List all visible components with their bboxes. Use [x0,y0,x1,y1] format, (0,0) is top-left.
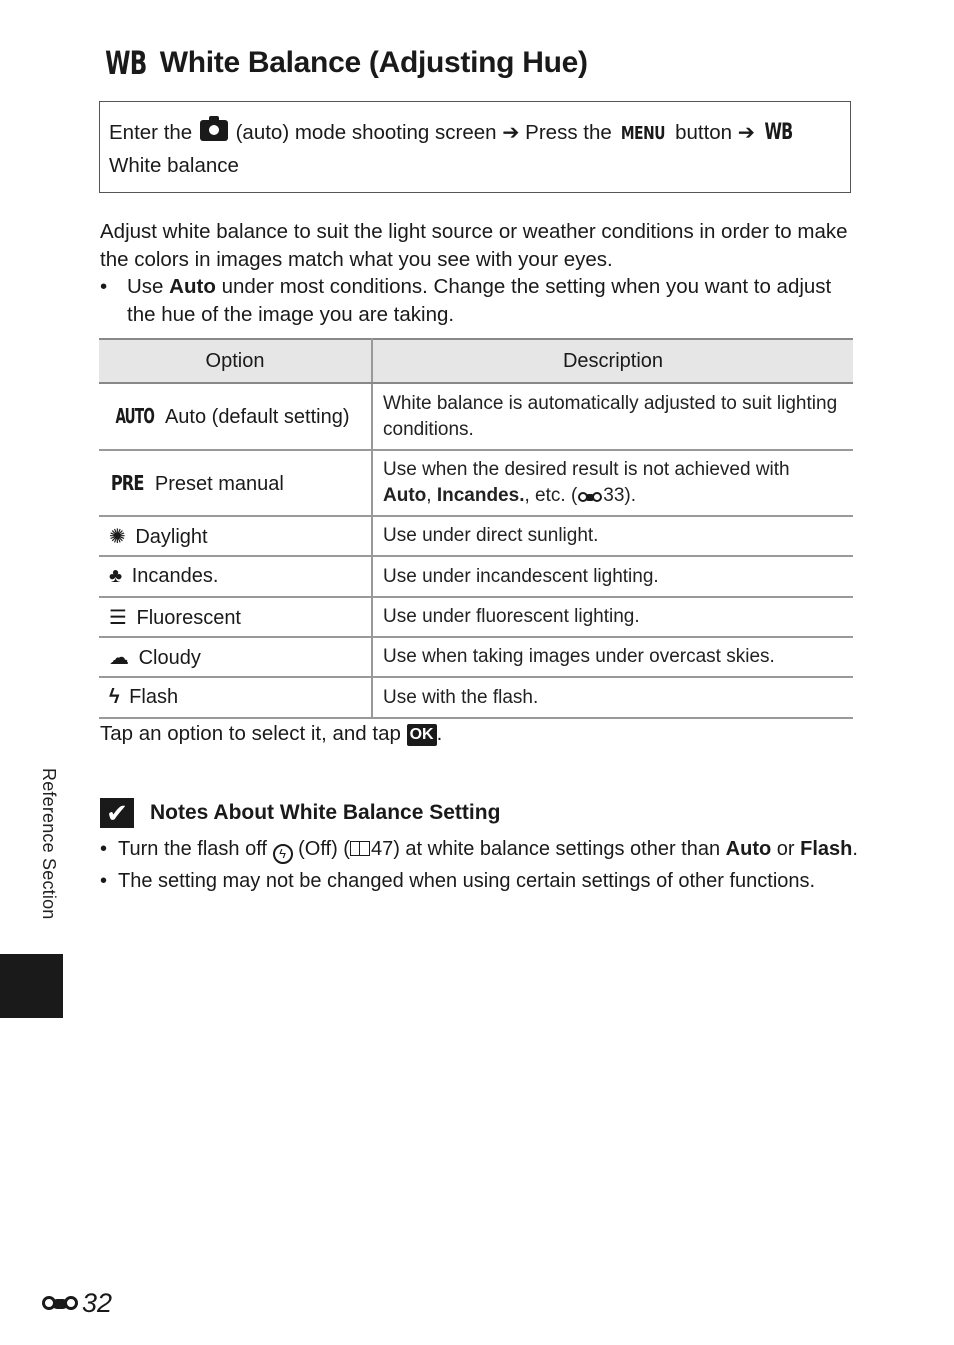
option-cell: ♣ Incandes. [99,556,372,597]
description-cell: Use under direct sunlight. [372,516,853,556]
incandescent-icon: ♣ [109,565,123,587]
ok-icon: OK [407,724,437,746]
daylight-icon: ✺ [109,525,126,548]
menu-path-box: Enter the (auto) mode shooting screen ➔ Press the MENU button ➔ WB White balance [99,101,851,193]
intro-section [100,218,860,328]
preset-icon: PRE [110,470,144,495]
table-row [99,450,853,516]
table-row [99,637,853,677]
white-balance-icon: WB [105,44,147,82]
flash-icon: ϟ [109,686,120,708]
description-cell: Use under incandescent lighting. [372,556,853,597]
book-icon [350,841,370,856]
camera-icon [200,120,228,141]
intro-bullet: • Use Auto under most conditions. Change the setting when you want to adjust the hue of the image you are taking. [100,273,860,328]
arrow-icon: ➔ [502,121,520,144]
fluorescent-icon: ☰ [109,606,127,629]
option-cell: PRE Preset manual [99,450,372,516]
description-cell: Use when the desired result is not achieved with Auto, Incandes., etc. ( 33). [372,450,853,516]
description-cell: White balance is automatically adjusted to suit lighting conditions. [372,383,853,450]
notes-list [100,836,860,899]
section-side-label: Reference Section [39,768,59,920]
white-balance-options-table [99,338,853,719]
page-number: 32 [42,1288,112,1319]
menu-button-icon: MENU [621,123,666,144]
list-item: • The setting may not be changed when using certain settings of other functions. [100,868,860,896]
list-item: • Turn the flash off ϟ (Off) ( 47) at white balance settings other than Auto or Flash. [100,836,860,864]
auto-icon: AUTO [115,404,155,428]
table-row [99,677,853,718]
page-title [100,44,588,82]
option-cell: ϟ Flash [99,677,372,718]
white-balance-icon: WB [764,120,793,145]
option-cell: ✺ Daylight [99,516,372,556]
table-row [99,383,853,450]
option-cell: ☁ Cloudy [99,637,372,677]
column-header-description: Description [372,339,853,383]
table-row [99,516,853,556]
description-cell: Use under fluorescent lighting. [372,597,853,637]
option-cell: AUTO Auto (default setting) [99,383,372,450]
menu-path-destination: White balance [109,154,239,177]
tap-instruction: Tap an option to select it, and tap OK . [100,722,443,745]
bullet-icon: • [100,275,108,298]
notes-heading [100,798,500,828]
page-title-text: White Balance (Adjusting Hue) [159,46,588,79]
table-row [99,597,853,637]
arrow-icon: ➔ [737,121,755,144]
column-header-option: Option [99,339,372,383]
section-tab-marker [0,954,63,1018]
notes-heading-text: Notes About White Balance Setting [150,801,501,824]
cloudy-icon: ☁ [109,646,129,669]
bullet-icon: • [100,838,108,860]
flash-off-icon: ϟ [273,844,293,864]
reference-section-icon [52,1299,68,1309]
intro-paragraph: Adjust white balance to suit the light source or weather conditions in order to make the colors in images match what you see with your eyes. [100,220,848,271]
option-cell: ☰ Fluorescent [99,597,372,637]
table-header-row [99,339,853,383]
reference-section-icon [585,494,595,501]
description-cell: Use with the flash. [372,677,853,718]
check-icon: ✔ [100,798,134,828]
bullet-icon: • [100,869,108,892]
table-row [99,556,853,597]
description-cell: Use when taking images under overcast skies. [372,637,853,677]
